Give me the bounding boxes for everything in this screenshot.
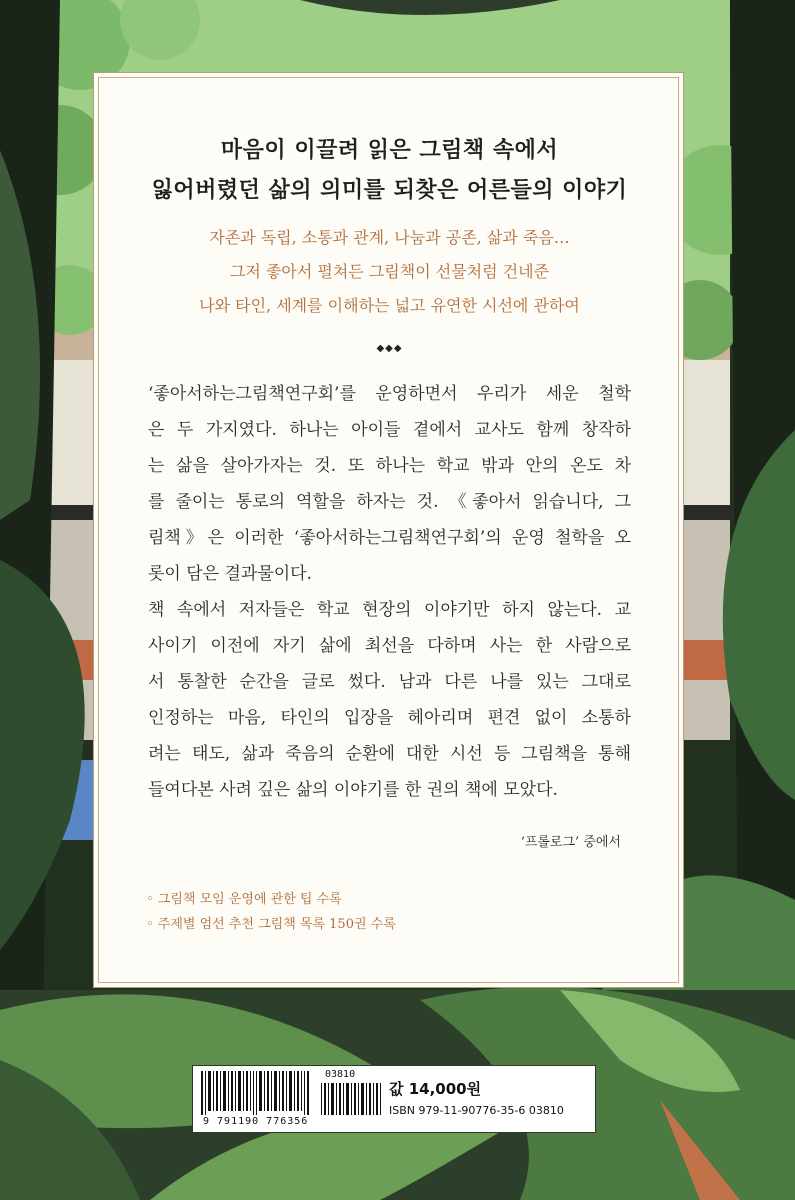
isbn-label: ISBN 979-11-90776-35-6 03810: [389, 1104, 564, 1117]
paragraph-line: 려는 태도, 삶과 죽음의 순환에 대한 시선 등 그림책을 통해: [148, 744, 631, 764]
barcode-addon-number: 03810: [325, 1069, 356, 1080]
paragraph-line: 서 통찰한 순간을 글로 썼다. 남과 다른 나를 있는 그대로: [148, 672, 631, 692]
headline-line-1: 마음이 이끌려 읽은 그림책 속에서: [220, 137, 559, 163]
paragraph-line: 를 줄이는 통로의 역할을 하자는 것. 《좋아서 읽습니다, 그: [148, 492, 631, 512]
paragraph-line: 인정하는 마음, 타인의 입장을 헤아리며 편견 없이 소통하: [148, 708, 631, 728]
prologue-paragraph-2: [148, 592, 631, 808]
barcode-box: [192, 1065, 596, 1133]
text-panel: [93, 72, 684, 988]
paragraph-line: ‘좋아서하는그림책연구회’를 운영하면서 우리가 세운 철학: [148, 384, 631, 404]
subtitle-line-2: 그저 좋아서 펼쳐든 그림책이 선물처럼 건네준: [229, 262, 550, 281]
price-label: 값 14,000원: [389, 1080, 482, 1098]
paragraph-line: 사이기 이전에 자기 삶에 최선을 다하며 사는 한 사람으로: [148, 636, 631, 656]
paragraph-line: 림책》은 이러한 ‘좋아서하는그림책연구회’의 운영 철학을 오: [148, 528, 631, 548]
paragraph-line: 들여다본 사려 깊은 삶의 이야기를 한 권의 책에 모았다.: [148, 780, 558, 800]
paragraph-line: 은 두 가지였다. 하나는 아이들 곁에서 교사도 함께 창작하: [148, 420, 631, 440]
feature-bullet-2: ◦ 주제별 엄선 추천 그림책 목록 150권 수록: [146, 917, 396, 932]
paragraph-line: 롯이 담은 결과물이다.: [148, 564, 313, 584]
headline-line-2: 잃어버렸던 삶의 의미를 되찾은 어른들의 이야기: [151, 177, 628, 203]
paragraph-line: 책 속에서 저자들은 학교 현장의 이야기만 하지 않는다. 교: [148, 600, 631, 620]
paragraph-line: 는 삶을 살아가자는 것. 또 하나는 학교 밖과 안의 온도 차: [148, 456, 631, 476]
divider-ornament: ◆◆◆: [376, 343, 403, 354]
subtitle-line-3: 나와 타인, 세계를 이해하는 넓고 유연한 시선에 관하여: [199, 296, 580, 315]
prologue-paragraph-1: [148, 376, 631, 592]
barcode-number: 9 791190 776356: [203, 1116, 309, 1127]
source-attribution: ‘프롤로그’ 중에서: [520, 835, 621, 850]
subtitle-line-1: 자존과 독립, 소통과 관계, 나눔과 공존, 삶과 죽음…: [209, 228, 570, 247]
feature-bullet-1: ◦ 그림책 모임 운영에 관한 팁 수록: [146, 892, 342, 907]
